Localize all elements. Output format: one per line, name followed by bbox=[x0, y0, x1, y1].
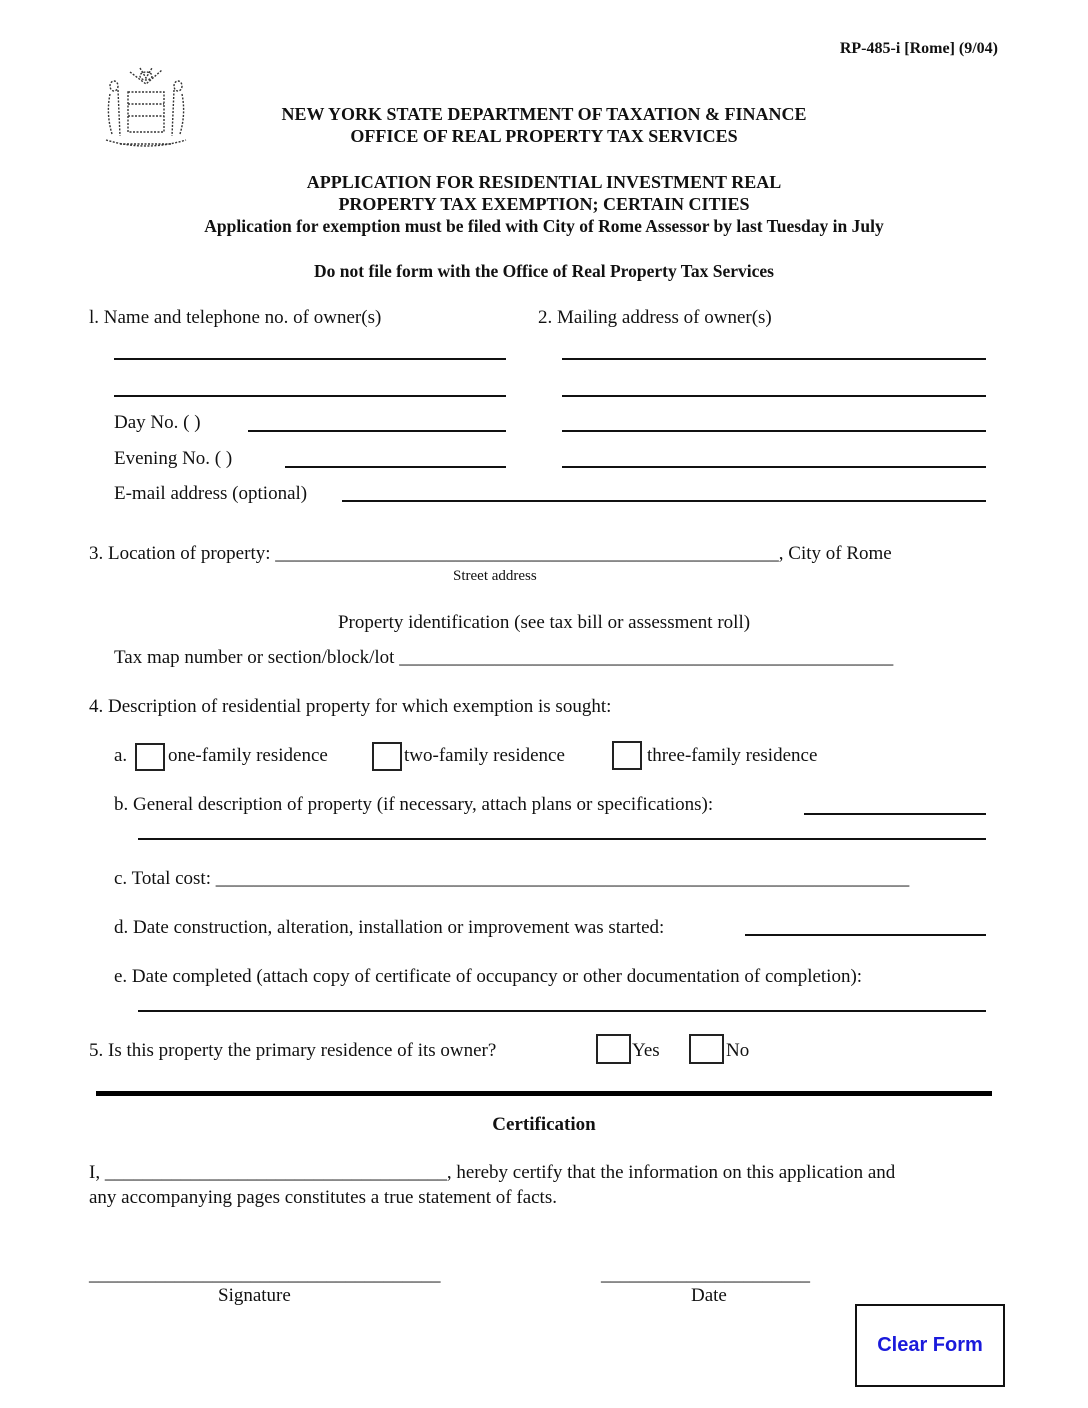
total-cost-row bbox=[114, 868, 909, 890]
certification-line2: any accompanying pages constitutes a true statement of facts. bbox=[89, 1187, 557, 1208]
primary-residence-yes-checkbox[interactable] bbox=[596, 1034, 631, 1064]
signature-label: Signature bbox=[218, 1285, 291, 1306]
do-not-file-note: Do not file form with the Office of Real Property Tax Services bbox=[314, 261, 774, 281]
filing-note: Application for exemption must be filed with City of Rome Assessor by last Tuesday in July bbox=[204, 216, 884, 236]
two-family-label: two-family residence bbox=[404, 745, 565, 766]
mailing-address-line-1[interactable] bbox=[562, 358, 986, 360]
primary-residence-no-checkbox[interactable] bbox=[689, 1034, 724, 1064]
mailing-address-line-4[interactable] bbox=[562, 466, 986, 468]
certify-statement: , hereby certify that the information on this application and bbox=[446, 1162, 896, 1183]
general-description-field-2[interactable] bbox=[138, 838, 986, 840]
date-started-label: d. Date construction, alteration, installation or improvement was started: bbox=[114, 917, 665, 938]
date-label: Date bbox=[691, 1285, 727, 1306]
evening-phone-label: Evening No. ( ) bbox=[114, 448, 233, 469]
mailing-address-line-3[interactable] bbox=[562, 430, 986, 432]
certify-prefix: I, bbox=[89, 1162, 105, 1183]
date-completed-label: e. Date completed (attach copy of certificate of occupancy or other documentation of completion): bbox=[114, 966, 863, 987]
form-title-line2: PROPERTY TAX EXEMPTION; CERTAIN CITIES bbox=[338, 194, 750, 214]
street-address-caption: Street address bbox=[453, 568, 537, 584]
one-family-checkbox[interactable] bbox=[135, 743, 165, 771]
signature-field[interactable]: _____________________________________ bbox=[89, 1264, 441, 1285]
property-id-heading: Property identification (see tax bill or assessment roll) bbox=[337, 612, 751, 633]
location-street-field[interactable]: _____________________________________________________ bbox=[275, 543, 779, 564]
email-field[interactable] bbox=[342, 500, 986, 502]
total-cost-field[interactable]: _________________________________________________________________________ bbox=[215, 868, 910, 889]
city-of-rome-text: , City of Rome bbox=[778, 543, 892, 564]
certifier-name-field[interactable]: ____________________________________ bbox=[104, 1162, 447, 1183]
section5-label: 5. Is this property the primary residence of its owner? bbox=[89, 1040, 497, 1061]
option-a-prefix: a. bbox=[114, 745, 128, 766]
form-title-line1: APPLICATION FOR RESIDENTIAL INVESTMENT REAL bbox=[306, 172, 782, 192]
tax-map-field[interactable]: ____________________________________________________ bbox=[399, 647, 894, 668]
day-phone-field[interactable] bbox=[248, 430, 506, 432]
location-row bbox=[89, 543, 892, 565]
tax-map-row bbox=[114, 647, 893, 669]
tax-map-label: Tax map number or section/block/lot bbox=[114, 647, 400, 668]
date-field[interactable]: ______________________ bbox=[601, 1264, 810, 1285]
general-description-label: b. General description of property (if necessary, attach plans or specifications): bbox=[114, 794, 714, 815]
certification-line1 bbox=[89, 1162, 895, 1184]
section-divider bbox=[96, 1091, 992, 1096]
total-cost-label: c. Total cost: bbox=[114, 868, 216, 889]
two-family-checkbox[interactable] bbox=[372, 742, 402, 771]
office-name: OFFICE OF REAL PROPERTY TAX SERVICES bbox=[350, 126, 738, 146]
section2-label: 2. Mailing address of owner(s) bbox=[538, 307, 772, 328]
date-started-field[interactable] bbox=[745, 934, 986, 936]
date-completed-field[interactable] bbox=[138, 1010, 986, 1012]
department-name: NEW YORK STATE DEPARTMENT OF TAXATION & FINANCE bbox=[281, 104, 807, 124]
no-label: No bbox=[726, 1040, 750, 1061]
certification-heading: Certification bbox=[492, 1114, 596, 1135]
evening-phone-field[interactable] bbox=[285, 466, 506, 468]
section1-label: l. Name and telephone no. of owner(s) bbox=[89, 307, 382, 328]
day-phone-label: Day No. ( ) bbox=[114, 412, 201, 433]
clear-form-button[interactable]: Clear Form bbox=[855, 1304, 1005, 1387]
one-family-label: one-family residence bbox=[168, 745, 328, 766]
three-family-checkbox[interactable] bbox=[612, 741, 642, 770]
owner-name-line-2[interactable] bbox=[114, 395, 506, 397]
location-label: 3. Location of property: bbox=[89, 543, 276, 564]
yes-label: Yes bbox=[632, 1040, 660, 1061]
general-description-field-1[interactable] bbox=[804, 813, 986, 815]
section4-label: 4. Description of residential property for which exemption is sought: bbox=[89, 696, 612, 717]
mailing-address-line-2[interactable] bbox=[562, 395, 986, 397]
three-family-label: three-family residence bbox=[647, 745, 818, 766]
email-label: E-mail address (optional) bbox=[114, 483, 308, 504]
form-id: RP-485-i [Rome] (9/04) bbox=[839, 40, 998, 57]
owner-name-line-1[interactable] bbox=[114, 358, 506, 360]
